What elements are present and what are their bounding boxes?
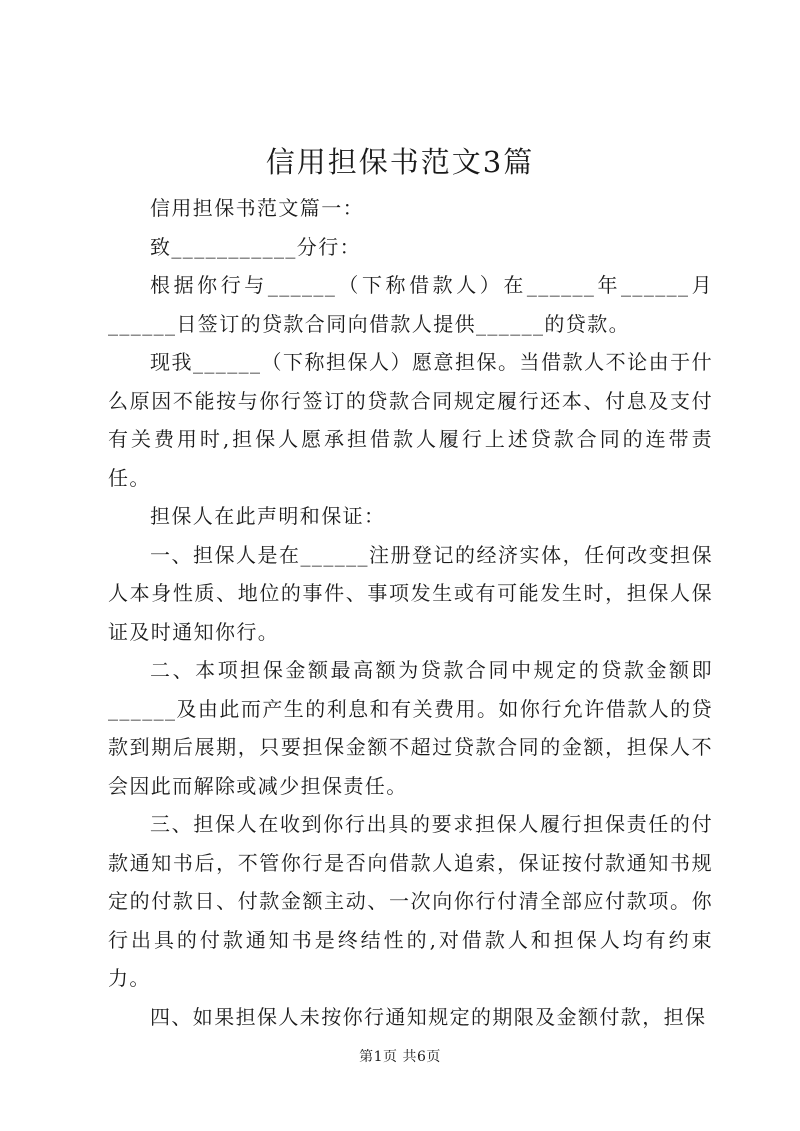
paragraph-clause-2: 二、本项担保金额最高额为贷款合同中规定的贷款金额即______及由此而产生的利息和有关费用。如你行允许借款人的贷款到期后展期，只要担保金额不超过贷款合同的金额，担保人不会因此而解除或减少担保责任。 <box>108 658 713 798</box>
paragraph-loan-basis: 根据你行与______（下称借款人）在______年______月______日签订的贷款合同向借款人提供______的贷款。 <box>108 273 713 336</box>
document-title: 信用担保书范文3篇 <box>265 145 535 179</box>
paragraph-heading: 信用担保书范文篇一： <box>150 196 364 220</box>
paragraph-clause-3: 三、担保人在收到你行出具的要求担保人履行担保责任的付款通知书后，不管你行是否向借款人追索，保证按付款通知书规定的付款日、付款金额主动、一次向你行付清全部应付款项。你行出具的付款通知书是终结性的,对借款人和担保人均有约束力。 <box>108 812 713 990</box>
paragraph-addressee: 致___________分行： <box>150 234 361 259</box>
paragraph-clause-1: 一、担保人是在______注册登记的经济实体，任何改变担保人本身性质、地位的事件、事项发生或有可能发生时，担保人保证及时通知你行。 <box>108 542 713 644</box>
paragraph-declaration-intro: 担保人在此声明和保证： <box>150 504 386 528</box>
paragraph-guarantee-intent: 现我______（下称担保人）愿意担保。当借款人不论由于什么原因不能按与你行签订的贷款合同规定履行还本、付息及支付有关费用时,担保人愿承担借款人履行上述贷款合同的连带责任。 <box>108 350 713 490</box>
page-footer: 第1页 共6页 <box>359 1049 441 1065</box>
paragraph-clause-4: 四、如果担保人未按你行通知规定的期限及金额付款，担保 <box>150 1004 707 1029</box>
document-body <box>108 189 713 1036</box>
